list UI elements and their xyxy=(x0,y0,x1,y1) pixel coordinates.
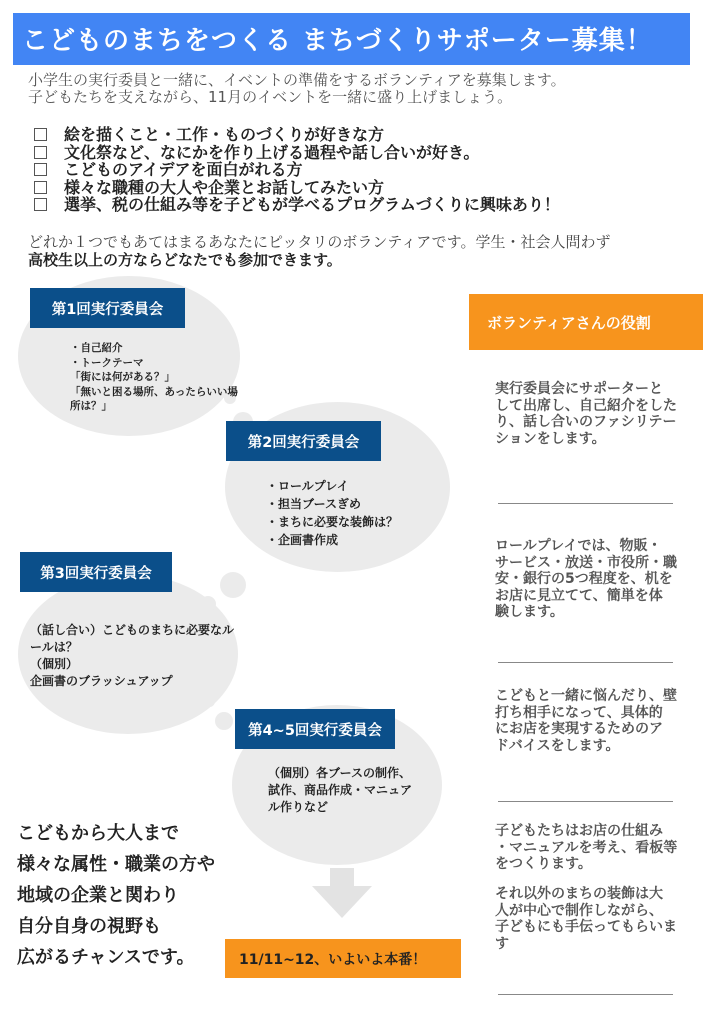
role-line: 験します。 xyxy=(495,604,564,620)
intro-text xyxy=(28,72,698,106)
role-text-4a xyxy=(495,823,700,873)
meeting-1-item: ・トークテーマ xyxy=(70,356,144,369)
checklist-item-label: 選挙、税の仕組み等を子どもが学べるプログラムづくりに興味あり！ xyxy=(64,195,560,214)
meeting-1-items xyxy=(70,341,245,414)
checklist-item-label: 様々な職種の大人や企業とお話してみたい方 xyxy=(64,177,385,197)
intro-line-2: 子どもたちを支えながら、11月のイベントを一緒に盛り上げましょう。 xyxy=(28,88,513,106)
closing-line: 地域の企業と関わり xyxy=(17,885,179,906)
down-arrow-icon xyxy=(312,868,372,918)
checklist-item xyxy=(34,161,704,179)
meeting-2-label: 第2回実行委員会 xyxy=(226,421,381,461)
role-line: ションをします。 xyxy=(495,430,606,447)
role-line: して出席し、自己紹介をした xyxy=(495,397,677,414)
meeting-4-items xyxy=(268,765,418,816)
checkbox-icon xyxy=(34,181,47,194)
role-line: 子どもにも手伝ってもらいま xyxy=(495,919,677,935)
event-date-banner: 11/11~12、いよいよ本番！ xyxy=(225,939,461,978)
closing-line: 自分自身の視野も xyxy=(17,916,161,937)
checklist-item xyxy=(34,126,704,144)
checkbox-icon xyxy=(34,146,47,159)
checklist-item xyxy=(34,196,704,214)
role-line: ドバイスをします。 xyxy=(495,737,620,754)
intro-line-1: 小学生の実行委員と一緒に、イベントの準備をするボランティアを募集します。 xyxy=(28,71,566,89)
bubble-dot xyxy=(215,712,233,730)
meeting-3-item: （個別） xyxy=(30,657,79,671)
eligibility-note xyxy=(28,233,698,269)
checklist-item-label: 文化祭など、なにかを作り上げる過程や話し合いが好き。 xyxy=(64,142,480,162)
bubble-dot xyxy=(204,696,215,707)
closing-line: こどもから大人まで xyxy=(17,823,179,844)
role-line: 打ち相手になって、具体的 xyxy=(495,704,663,721)
role-line: サービス・放送・市役所・職 xyxy=(495,554,677,571)
role-line: にお店を実現するためのア xyxy=(495,721,663,737)
meeting-2-item: ・担当ブースぎめ xyxy=(266,497,362,511)
meeting-3-label: 第3回実行委員会 xyxy=(20,552,172,592)
role-text-1 xyxy=(495,381,700,447)
checkbox-icon xyxy=(34,198,47,211)
role-line: お店に見立てて、簡単を体 xyxy=(495,587,663,604)
role-line: 人が中心で制作しながら、 xyxy=(495,902,663,919)
closing-line: 広がるチャンスです。 xyxy=(17,947,195,968)
checklist-item-label: 絵を描くこと・工作・ものづくりが好きな方 xyxy=(64,125,385,144)
meeting-2-items xyxy=(266,477,398,549)
closing-message xyxy=(17,818,257,973)
meeting-1-item: 「無いと困る場所、あったらいい場所は？」 xyxy=(70,385,238,412)
bubble-dot xyxy=(220,572,246,598)
role-line: こどもと一緒に悩んだり、壁 xyxy=(495,688,677,704)
bubble-dot xyxy=(182,612,192,622)
checklist-item xyxy=(34,144,704,162)
divider xyxy=(498,994,673,995)
checklist-item-label: こどものアイデアを面白がれる方 xyxy=(64,160,303,179)
note-line-1: どれか１つでもあてはまるあなたにピッタリのボランティアです。学生・社会人問わず xyxy=(28,233,611,251)
checkbox-icon xyxy=(34,163,47,176)
role-line: ロールプレイでは、物販・ xyxy=(495,538,662,554)
meeting-2-item: ・まちに必要な装飾は？ xyxy=(266,515,399,529)
role-text-3 xyxy=(495,688,700,754)
divider xyxy=(498,801,673,802)
divider xyxy=(498,503,673,504)
role-line: ・マニュアルを考え、看板等 xyxy=(495,839,678,856)
role-text-4b xyxy=(495,886,700,952)
checklist xyxy=(34,126,704,214)
role-line: それ以外のまちの装飾は大 xyxy=(495,886,663,902)
bubble-dot xyxy=(200,596,216,612)
meeting-1-item: 「街には何がある？」 xyxy=(70,371,175,383)
meeting-1-item: ・自己紹介 xyxy=(70,342,123,354)
roles-header: ボランティアさんの役割 xyxy=(469,294,703,350)
meeting-1-label: 第1回実行委員会 xyxy=(30,288,185,328)
role-line: り、話し合いのファシリテー xyxy=(495,414,677,430)
page-title: こどものまちをつくる まちづくりサポーター募集！ xyxy=(22,26,653,56)
meeting-4-item: （個別）各ブースの制作、試作、商品作成・マニュアル作りなど xyxy=(268,766,413,814)
meeting-4-label: 第4~5回実行委員会 xyxy=(235,709,395,749)
divider xyxy=(498,662,673,663)
role-line: す xyxy=(495,935,509,952)
checklist-item xyxy=(34,179,704,197)
role-line: 安・銀行の5つ程度を、机を xyxy=(495,571,673,587)
role-text-2 xyxy=(495,538,700,621)
meeting-3-item: （話し合い）こどものまちに必要なルールは？ xyxy=(30,623,235,654)
checkbox-icon xyxy=(34,128,47,141)
role-line: をつくります。 xyxy=(495,856,592,872)
note-line-2: 高校生以上の方ならどなたでも参加できます。 xyxy=(28,251,342,269)
meeting-2-item: ・企画書作成 xyxy=(266,533,339,547)
meeting-3-item: 企画書のブラッシュアップ xyxy=(30,674,173,688)
closing-line: 様々な属性・職業の方や xyxy=(17,854,215,875)
role-line: 子どもたちはお店の仕組み xyxy=(495,823,663,839)
meeting-3-items xyxy=(30,622,235,690)
meeting-2-item: ・ロールプレイ xyxy=(266,479,349,493)
role-line: 実行委員会にサポーターと xyxy=(495,381,663,397)
